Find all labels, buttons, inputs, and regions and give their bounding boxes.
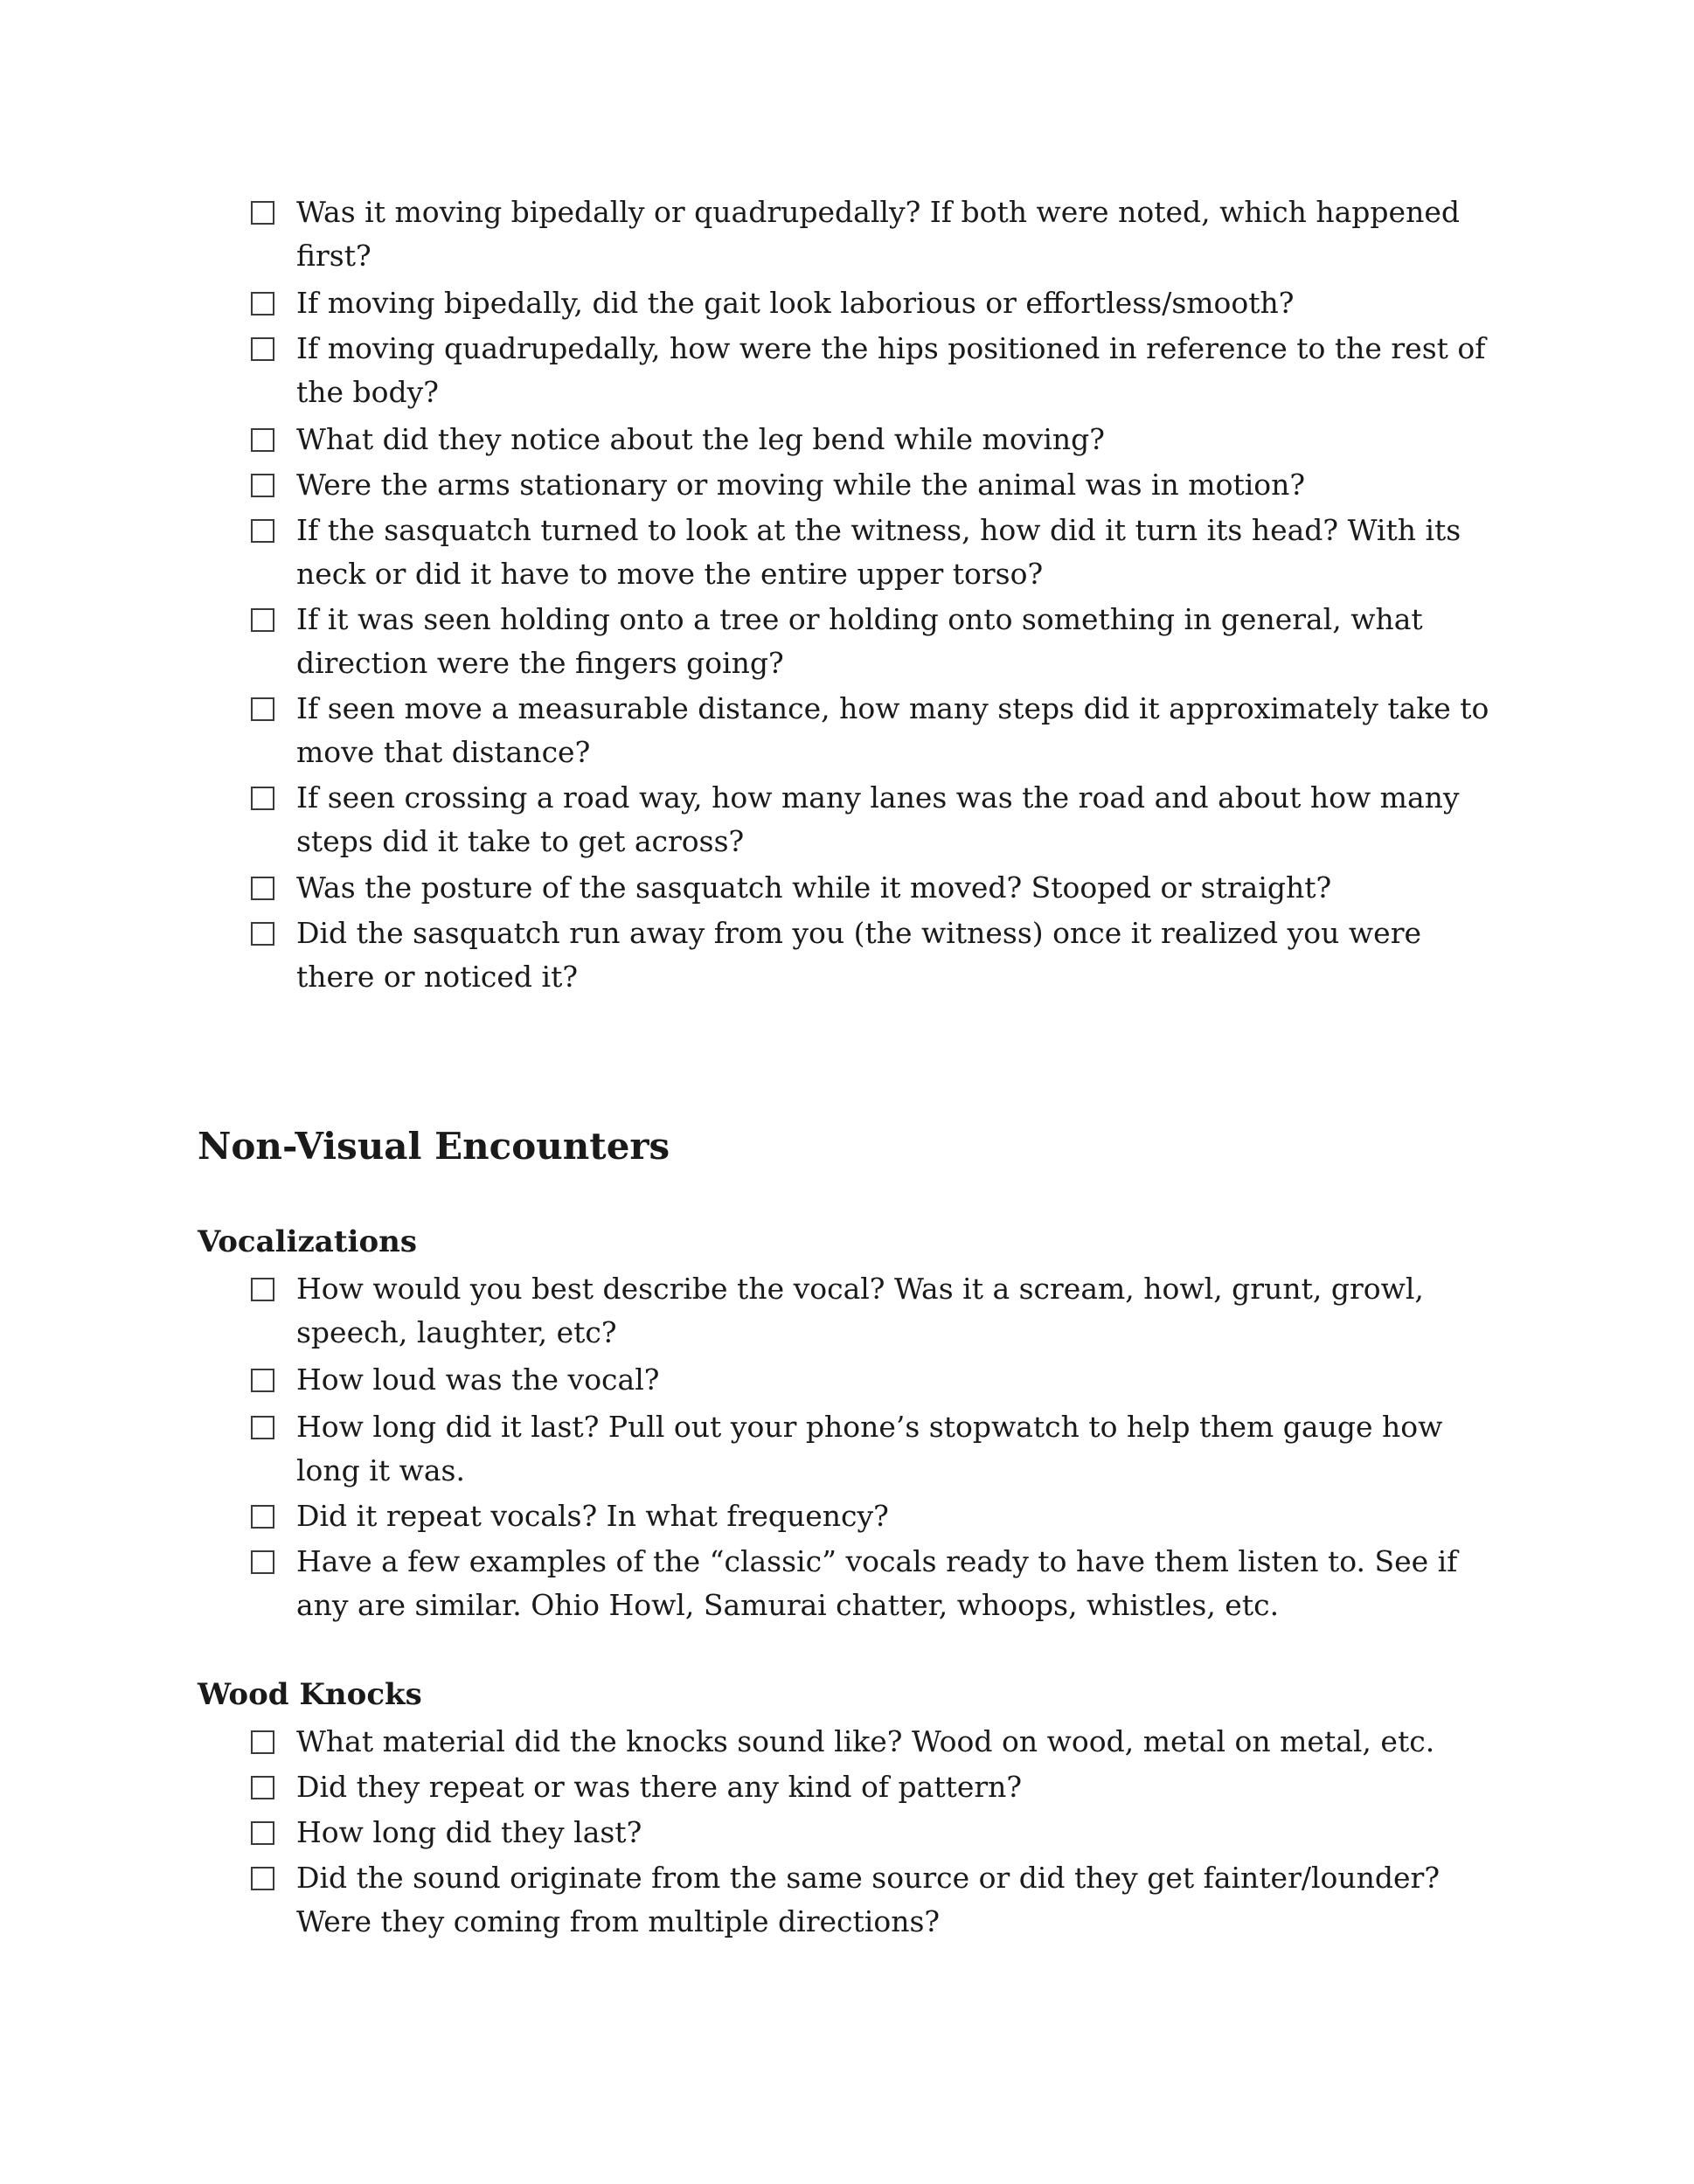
checklist-item: [251, 418, 1501, 461]
checklist-item: [251, 776, 1501, 863]
checklist-item-text: Was the posture of the sasquatch while it moved? Stooped or straight?: [296, 870, 1332, 905]
checklist-item-text: How loud was the vocal?: [296, 1362, 660, 1397]
checklist-item: [251, 866, 1501, 910]
section-title: Non-Visual Encounters: [198, 1125, 670, 1168]
checklist-item: [251, 1720, 1501, 1764]
subsection-title-wood-knocks: Wood Knocks: [198, 1677, 422, 1712]
checklist-item-text: Have a few examples of the “classic” vocals ready to have them listen to. See if any are similar. Ohio Howl, Samurai chatter, whoops, whistles, etc.: [296, 1544, 1458, 1622]
checklist-item: [251, 191, 1501, 278]
checklist-item-text: If the sasquatch turned to look at the witness, how did it turn its head? With its neck or did it have to move the entire upper torso?: [296, 513, 1461, 591]
checkbox[interactable]: [251, 201, 274, 225]
checkbox[interactable]: [251, 1369, 274, 1392]
checkbox[interactable]: [251, 697, 274, 721]
checklist-item: [251, 327, 1501, 414]
subsection-title-vocalizations: Vocalizations: [198, 1224, 417, 1259]
checklist-item-text: How would you best describe the vocal? Was it a scream, howl, grunt, growl, speech, laughter, etc?: [296, 1272, 1424, 1349]
checklist-item: [251, 1267, 1501, 1355]
checkbox[interactable]: [251, 1730, 274, 1754]
checkbox[interactable]: [251, 1776, 274, 1799]
checklist-item: [251, 1405, 1501, 1493]
checklist-item: [251, 598, 1501, 685]
checkbox[interactable]: [251, 292, 274, 315]
checklist-item: [251, 1358, 1501, 1402]
checkbox[interactable]: [251, 428, 274, 452]
checklist-item-text: If it was seen holding onto a tree or holding onto something in general, what direction were the fingers going?: [296, 602, 1423, 680]
checklist-item-text: What material did the knocks sound like? Wood on wood, metal on metal, etc.: [296, 1724, 1435, 1758]
checkbox[interactable]: [251, 1278, 274, 1301]
wood-knocks-checklist: [251, 1720, 1501, 1944]
checkbox[interactable]: [251, 474, 274, 497]
checklist-item: [251, 463, 1501, 507]
checklist-item-text: If seen crossing a road way, how many lanes was the road and about how many steps did it take to get across?: [296, 780, 1460, 858]
checklist-item: [251, 1765, 1501, 1809]
checklist-item: [251, 509, 1501, 596]
checklist-item: [251, 687, 1501, 774]
checklist-item: [251, 1811, 1501, 1855]
checklist-item-text: If moving quadrupedally, how were the hips positioned in reference to the rest of the body?: [296, 331, 1486, 409]
checklist-item-text: If moving bipedally, did the gait look laborious or effortless/smooth?: [296, 286, 1295, 320]
vocalizations-checklist: [251, 1267, 1501, 1627]
checkbox[interactable]: [251, 337, 274, 361]
motion-checklist: [251, 191, 1501, 999]
checkbox[interactable]: [251, 1550, 274, 1574]
checklist-item-text: Were the arms stationary or moving while the animal was in motion?: [296, 468, 1306, 502]
checklist-item-text: Did they repeat or was there any kind of pattern?: [296, 1770, 1023, 1804]
checkbox[interactable]: [251, 519, 274, 543]
checklist-item-text: What did they notice about the leg bend while moving?: [296, 422, 1105, 456]
checkbox[interactable]: [251, 1416, 274, 1439]
checkbox[interactable]: [251, 1505, 274, 1529]
checkbox[interactable]: [251, 1821, 274, 1845]
checkbox[interactable]: [251, 787, 274, 810]
checklist-item-text: Did the sound originate from the same source or did they get fainter/lounder? Were they coming from multiple directions?: [296, 1861, 1441, 1938]
checklist-item: [251, 912, 1501, 999]
checklist-item: [251, 1540, 1501, 1627]
checklist-item-text: Did the sasquatch run away from you (the witness) once it realized you were there or noticed it?: [296, 916, 1421, 994]
checkbox[interactable]: [251, 877, 274, 900]
checklist-item-text: How long did it last? Pull out your phone’s stopwatch to help them gauge how long it was.: [296, 1410, 1443, 1487]
checkbox[interactable]: [251, 608, 274, 632]
checklist-item-text: If seen move a measurable distance, how many steps did it approximately take to move that distance?: [296, 691, 1489, 769]
checklist-item: [251, 1856, 1501, 1944]
checklist-item: [251, 281, 1501, 325]
checklist-item: [251, 1494, 1501, 1538]
checklist-item-text: Was it moving bipedally or quadrupedally? If both were noted, which happened first?: [296, 195, 1460, 273]
checklist-item-text: Did it repeat vocals? In what frequency?: [296, 1499, 889, 1533]
checkbox[interactable]: [251, 1867, 274, 1890]
checklist-item-text: How long did they last?: [296, 1815, 642, 1849]
checkbox[interactable]: [251, 922, 274, 946]
